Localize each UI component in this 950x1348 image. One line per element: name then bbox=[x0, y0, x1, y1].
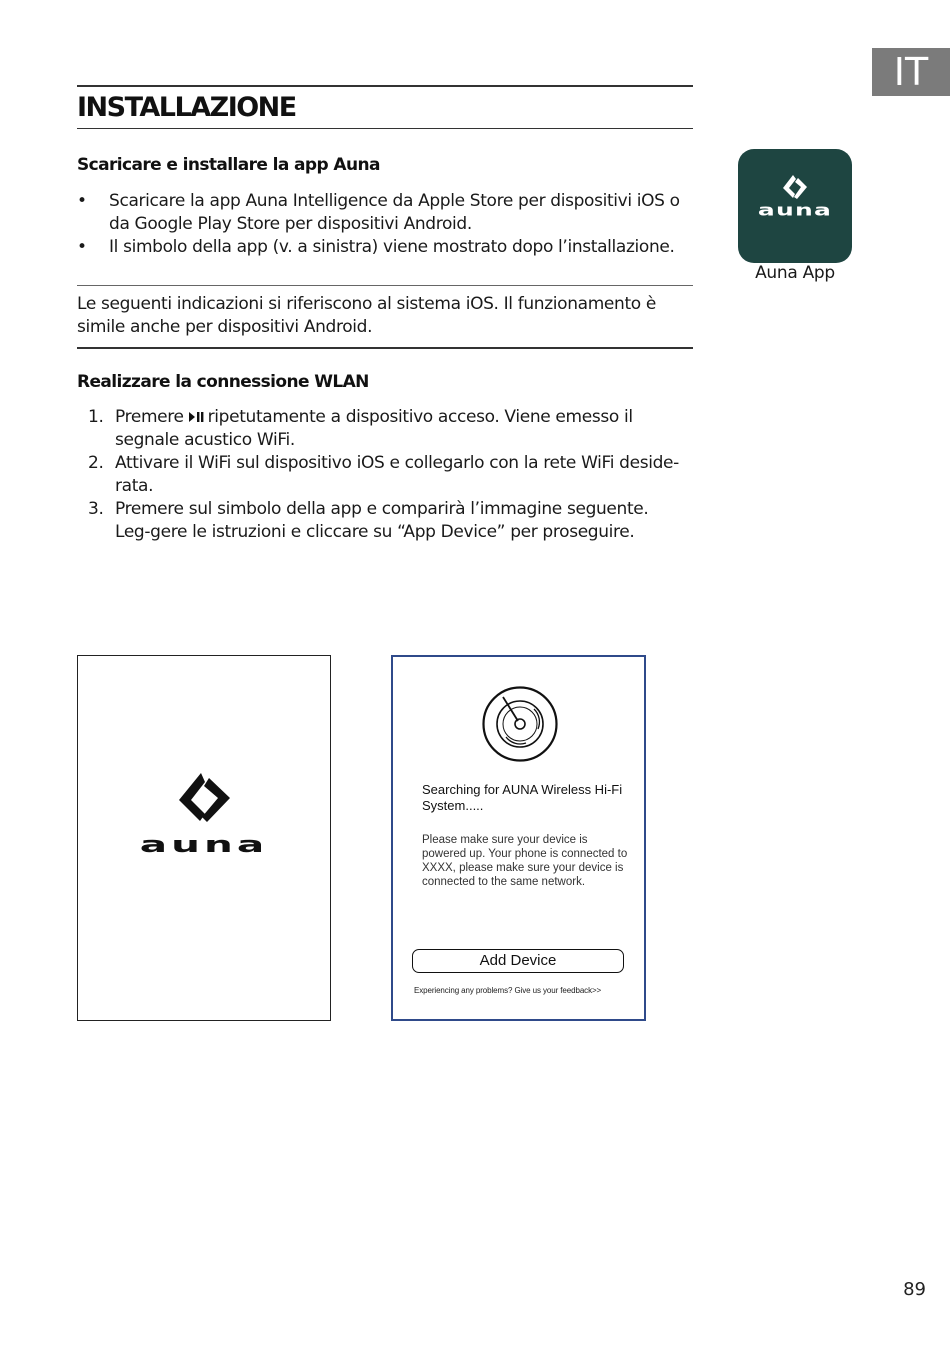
list-item bbox=[77, 498, 687, 544]
svg-text:auna: auna bbox=[139, 831, 269, 858]
language-tab: IT bbox=[872, 48, 950, 96]
auna-logo bbox=[78, 656, 329, 1019]
page-number: 89 bbox=[903, 1279, 926, 1300]
ios-note: Le seguenti indicazioni si riferiscono al sistema iOS. Il funzionamento è simile anche per dispositivi Android. bbox=[77, 294, 656, 337]
step-text-after: ripetutamente a dispositivo acceso. Viene emesso il segnale acustico WiFi. bbox=[115, 407, 633, 450]
search-title: Searching for AUNA Wireless Hi-Fi System..... bbox=[422, 782, 623, 813]
note-top-rule bbox=[77, 285, 693, 286]
bullet-text: Scaricare la app Auna Intelligence da Apple Store per dispositivi iOS o da Google Play Store per dispositivi Android. bbox=[109, 191, 680, 234]
add-device-button[interactable]: Add Device bbox=[412, 949, 624, 973]
disc-search-icon bbox=[481, 685, 559, 763]
app-caption: Auna App bbox=[755, 263, 835, 283]
feedback-link[interactable]: Experiencing any problems? Give us your feedback>> bbox=[414, 986, 602, 995]
section-heading-wlan: Realizzare la connessione WLAN bbox=[77, 372, 369, 392]
install-bullet-list bbox=[77, 190, 687, 259]
step-number: 2. bbox=[88, 453, 104, 473]
list-item bbox=[77, 452, 687, 498]
title-bottom-rule bbox=[77, 128, 693, 129]
step-text-before: Premere bbox=[115, 407, 184, 427]
auna-logo bbox=[738, 149, 852, 263]
step-text: Attivare il WiFi sul dispositivo iOS e collegarlo con la rete WiFi deside-rata. bbox=[115, 453, 679, 496]
bullet-dot: • bbox=[77, 237, 87, 257]
auna-app-icon bbox=[738, 149, 852, 263]
list-item bbox=[77, 190, 687, 236]
title-top-rule bbox=[77, 85, 693, 87]
wlan-steps-list bbox=[77, 406, 687, 544]
bullet-text: Il simbolo della app (v. a sinistra) viene mostrato dopo l’installazione. bbox=[109, 237, 675, 257]
step-text: Premere sul simbolo della app e comparirà l’immagine seguente. Leg-gere le istruzioni e cliccare su “App Device” per proseguire. bbox=[115, 499, 649, 542]
note-bottom-rule bbox=[77, 347, 693, 349]
list-item bbox=[77, 406, 687, 452]
page-title: INSTALLAZIONE bbox=[77, 92, 296, 123]
svg-text:auna: auna bbox=[757, 200, 833, 220]
play-pause-icon bbox=[186, 410, 206, 424]
bullet-dot: • bbox=[77, 191, 87, 211]
search-screenshot bbox=[391, 655, 646, 1021]
section-heading-install: Scaricare e installare la app Auna bbox=[77, 155, 380, 175]
splash-screenshot bbox=[77, 655, 331, 1021]
step-number: 3. bbox=[88, 499, 104, 519]
search-instructions: Please make sure your device is powered up. Your phone is connected to XXXX, please make sure your device is connected to the same network. bbox=[422, 834, 628, 888]
list-item bbox=[77, 236, 687, 259]
step-number: 1. bbox=[88, 407, 104, 427]
